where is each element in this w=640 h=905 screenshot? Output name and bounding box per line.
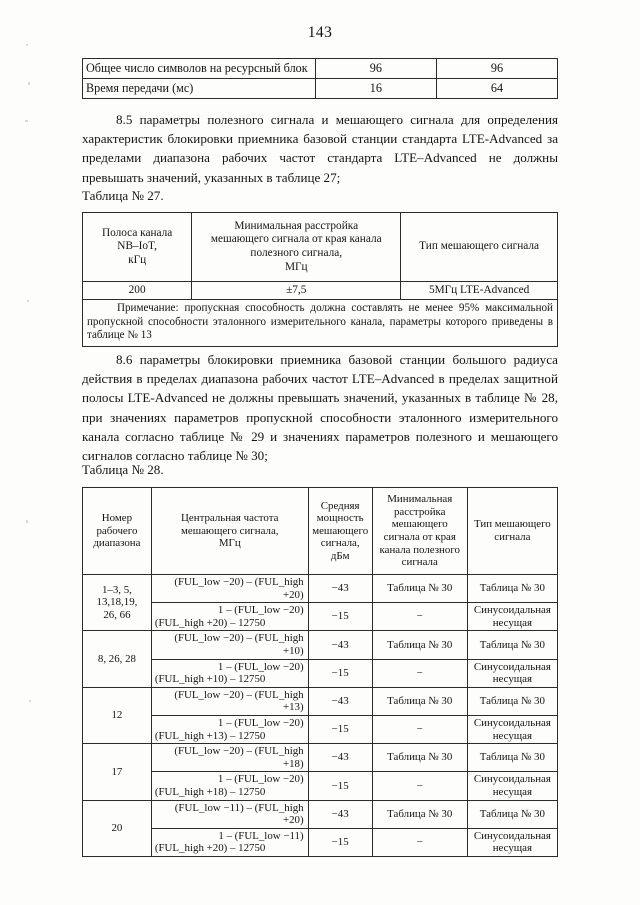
header-line: канала полезного <box>379 543 460 556</box>
cell-band-number <box>83 744 152 800</box>
table-28 <box>82 487 558 857</box>
header-line: МГц <box>218 537 241 550</box>
header-min-offset <box>372 488 467 575</box>
header-line: Средняя <box>320 499 360 512</box>
header-band-number <box>83 488 152 575</box>
table-row <box>83 772 558 800</box>
cell-min-offset: − <box>372 715 467 743</box>
cell-mean-power: −15 <box>308 715 372 743</box>
scan-artifact <box>25 120 28 122</box>
cell-interferer-type <box>467 828 557 856</box>
table-row <box>83 603 558 631</box>
header-interferer-type <box>467 488 557 575</box>
header-min-offset <box>192 213 401 282</box>
cell-min-offset: Таблица № 30 <box>372 744 467 772</box>
cell-mean-power: −43 <box>308 575 372 603</box>
band-line: 8, 26, 28 <box>97 652 136 665</box>
cell-min-offset: − <box>372 603 467 631</box>
cell-center-frequency <box>151 828 308 856</box>
cell-mean-power: −43 <box>308 744 372 772</box>
band-line: 1–3, 5, <box>101 583 132 596</box>
freq-line: 1 – (FUL_low −20) <box>217 660 304 673</box>
header-line: кГц <box>128 253 147 266</box>
cell-interferer-type: Таблица № 30 <box>467 631 557 659</box>
type-line: Синусоидальная <box>473 660 551 673</box>
header-line: дБм <box>330 549 350 562</box>
table-row <box>83 79 558 99</box>
cell-mean-power: −15 <box>308 659 372 687</box>
header-line: сигнала, <box>320 537 360 550</box>
cell-interferer-type <box>467 715 557 743</box>
cell-mean-power: −15 <box>308 603 372 631</box>
header-line: МГц <box>284 260 308 273</box>
cell-center-frequency <box>151 659 308 687</box>
table-row <box>83 800 558 828</box>
header-center-frequency <box>151 488 308 575</box>
cell-mean-power: −15 <box>308 828 372 856</box>
header-line: расстройка <box>393 505 446 518</box>
cell-value: 16 <box>315 79 436 99</box>
table-row <box>83 59 558 79</box>
cell-mean-power: −43 <box>308 800 372 828</box>
table-row <box>83 828 558 856</box>
freq-line: 1 – (FUL_low −20) <box>217 604 304 617</box>
cell-bandwidth: 200 <box>83 282 192 300</box>
cell-min-offset: Таблица № 30 <box>372 687 467 715</box>
band-line: 20 <box>111 821 123 834</box>
table-note: Примечание: пропускная способность должна составлять не менее 95% максимальной пропускной способности эталонного измерительного канала, параметры которого приведены в таблице № 13 <box>83 300 558 347</box>
table-row <box>83 282 558 300</box>
band-line: 17 <box>111 765 123 778</box>
cell-center-frequency: (FUL_low −11) – (FUL_high +20) <box>151 800 308 828</box>
header-line: Минимальная расстройка <box>234 219 359 232</box>
table-row <box>83 631 558 659</box>
header-line: сигнала <box>401 556 438 569</box>
band-line: 12 <box>111 709 123 722</box>
scan-artifact <box>26 520 28 523</box>
header-line: Номер <box>101 512 133 525</box>
scan-artifact <box>28 82 30 85</box>
type-line: Синусоидальная <box>473 716 551 729</box>
header-line: Минимальная <box>387 493 453 506</box>
header-line: Тип мешающего <box>474 518 551 531</box>
header-line: Центральная частота <box>181 512 279 525</box>
type-line: Синусоидальная <box>473 829 551 842</box>
scan-artifact <box>29 700 31 702</box>
cell-min-offset: − <box>372 772 467 800</box>
table-27 <box>82 212 558 347</box>
paragraph-8-5: 8.5 параметры полезного сигнала и мешающего сигнала для определения характеристик блокировки приемника базовой станции стандарта LTE-Advanced за пределами диапазона рабочих частот стандарта LTE–Advanced не должны превышать значений, указанных в таблице 27; <box>82 112 558 185</box>
cell-center-frequency <box>151 603 308 631</box>
freq-line: (FUL_high +13) – 12750 <box>154 729 266 742</box>
cell-center-frequency <box>151 772 308 800</box>
header-mean-power <box>308 488 372 575</box>
cell-interferer-type: Таблица № 30 <box>467 800 557 828</box>
header-line: мощность <box>316 512 364 525</box>
cell-value: 96 <box>315 59 436 79</box>
table-note-row <box>83 300 558 347</box>
band-line: 26, 66 <box>103 608 131 621</box>
cell-min-offset: Таблица № 30 <box>372 631 467 659</box>
header-line: полезного сигнала, <box>250 247 343 259</box>
paragraph-8-6: 8.6 параметры блокировки приемника базовой станции большого радиуса действия в пределах диапазона рабочих частот LTE–Advanced в пределах защитной полосы LTE-Advanced не должны превышать значений, указанных в таблице № 28, при значениях параметров пропускной способности эталонного измерительного канала согласно таблице № 29 и значениях параметров полезного и мешающего сигналов согласно таблице № 30; <box>82 352 558 464</box>
type-line: несущая <box>492 785 533 798</box>
cell-interferer: 5МГц LTE-Advanced <box>401 282 558 300</box>
cell-band-number <box>83 687 152 743</box>
header-line: диапазона <box>93 537 141 550</box>
cell-band-number <box>83 575 152 631</box>
type-line: Синусоидальная <box>473 604 551 617</box>
cell-center-frequency <box>151 715 308 743</box>
caption-table-27: Таблица № 27. <box>82 188 164 203</box>
caption-table-28: Таблица № 28. <box>82 462 164 477</box>
header-line: NB–IoT, <box>117 240 157 253</box>
page-number: 143 <box>307 24 333 41</box>
freq-line: (FUL_high +10) – 12750 <box>154 673 266 686</box>
freq-line: (FUL_high +20) – 12750 <box>154 842 266 855</box>
cell-offset: ±7,5 <box>192 282 401 300</box>
freq-line: 1 – (FUL_low −20) <box>217 773 304 786</box>
cell-interferer-type: Таблица № 30 <box>467 575 557 603</box>
freq-line: (FUL_high +18) – 12750 <box>154 785 266 798</box>
freq-line: 1 – (FUL_low −20) <box>217 716 304 729</box>
cell-min-offset: − <box>372 828 467 856</box>
table-header-row <box>83 213 558 282</box>
header-line: рабочего <box>96 524 138 537</box>
cell-center-frequency: (FUL_low −20) – (FUL_high +20) <box>151 575 308 603</box>
cell-band-number <box>83 800 152 856</box>
freq-line: (FUL_high +20) – 12750 <box>154 616 266 629</box>
table-row <box>83 687 558 715</box>
table-row <box>83 659 558 687</box>
cell-value: 96 <box>436 59 557 79</box>
cell-center-frequency: (FUL_low −20) – (FUL_high +13) <box>151 687 308 715</box>
cell-min-offset: Таблица № 30 <box>372 800 467 828</box>
header-line: мешающего сигнала, <box>180 524 279 537</box>
cell-interferer-type: Таблица № 30 <box>467 744 557 772</box>
cell-label: Время передачи (мс) <box>83 79 316 99</box>
band-line: 13,18,19, <box>96 596 138 609</box>
table-row <box>83 715 558 743</box>
header-channel-bandwidth <box>83 213 192 282</box>
cell-mean-power: −15 <box>308 772 372 800</box>
type-line: несущая <box>492 616 533 629</box>
cell-center-frequency: (FUL_low −20) – (FUL_high +18) <box>151 744 308 772</box>
cell-label: Общее число символов на ресурсный блок <box>83 59 316 79</box>
cell-min-offset: − <box>372 659 467 687</box>
header-line: сигнала от края <box>383 531 456 543</box>
cell-interferer-type <box>467 659 557 687</box>
cell-interferer-type: Таблица № 30 <box>467 687 557 715</box>
cell-mean-power: −43 <box>308 631 372 659</box>
cell-band-number <box>83 631 152 687</box>
cell-interferer-type <box>467 772 557 800</box>
table-header-row <box>83 488 558 575</box>
cell-min-offset: Таблица № 30 <box>372 575 467 603</box>
cell-interferer-type <box>467 603 557 631</box>
scan-artifact <box>26 44 28 46</box>
header-line: мешающего <box>312 524 369 537</box>
header-line: Полоса канала <box>101 226 173 239</box>
scan-artifact <box>27 300 29 302</box>
cell-center-frequency: (FUL_low −20) – (FUL_high +10) <box>151 631 308 659</box>
cell-value: 64 <box>436 79 557 99</box>
type-line: несущая <box>492 673 533 686</box>
header-line: мешающего <box>391 518 448 531</box>
type-line: Синусоидальная <box>473 773 551 786</box>
cell-mean-power: −43 <box>308 687 372 715</box>
header-line: сигнала <box>494 531 531 543</box>
table-row <box>83 575 558 603</box>
freq-line: 1 – (FUL_low −11) <box>218 829 304 842</box>
header-interferer-type: Тип мешающего сигнала <box>401 213 558 282</box>
type-line: несущая <box>492 729 533 742</box>
table-fragment-top <box>82 58 558 99</box>
type-line: несущая <box>492 842 533 855</box>
header-line: мешающего сигнала от края канала <box>210 233 382 246</box>
table-row <box>83 744 558 772</box>
